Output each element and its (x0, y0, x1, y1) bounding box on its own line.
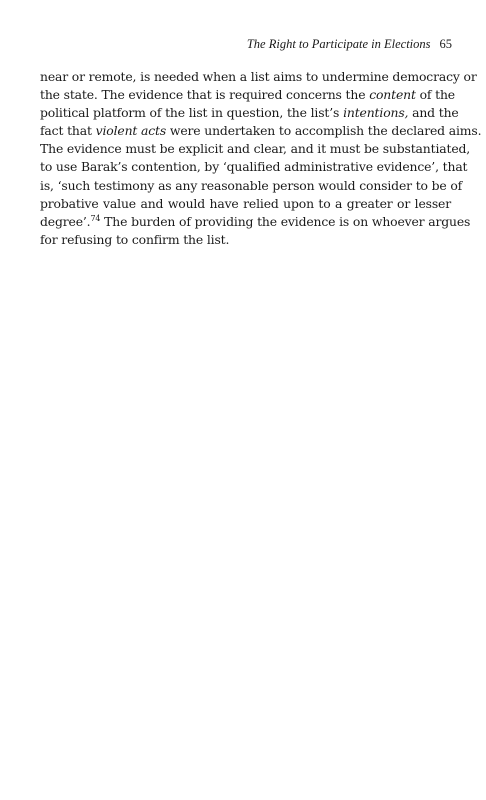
footnote-reference[interactable]: 74 (90, 213, 101, 223)
emphasis-intentions: intentions, (343, 105, 409, 121)
text-line: for refusing to confirm the list. (40, 231, 230, 247)
text-line: probative value and would have relied upon to a greater or lesser (40, 195, 451, 211)
text-line: political platform of the list in question, the list’s intentions, and the (40, 105, 459, 121)
emphasis-content: content (369, 87, 416, 103)
text-line: near or remote, is needed when a list aims to undermine democracy or (40, 69, 477, 84)
text-line: The evidence must be explicit and clear, and it must be substantiated, (40, 141, 471, 157)
text-line: degree’.$^{74}$ The burden of providing the evidence is on whoever argues (40, 213, 471, 229)
running-title: The Right to Participate in Elections (246, 37, 431, 51)
emphasis-violent-acts: violent acts (95, 123, 167, 139)
text-line: the state. The evidence that is required concerns the content of the (40, 87, 455, 103)
body-paragraph (40, 68, 482, 249)
running-header (40, 36, 452, 52)
page-number: 65 (439, 37, 452, 51)
text-line: fact that violent acts were undertaken to accomplish the declared aims. (40, 123, 482, 139)
text-line: is, ‘such testimony as any reasonable person would consider to be of (40, 177, 463, 193)
text-line: to use Barak’s contention, by ‘qualified administrative evidence’, that (40, 159, 468, 175)
